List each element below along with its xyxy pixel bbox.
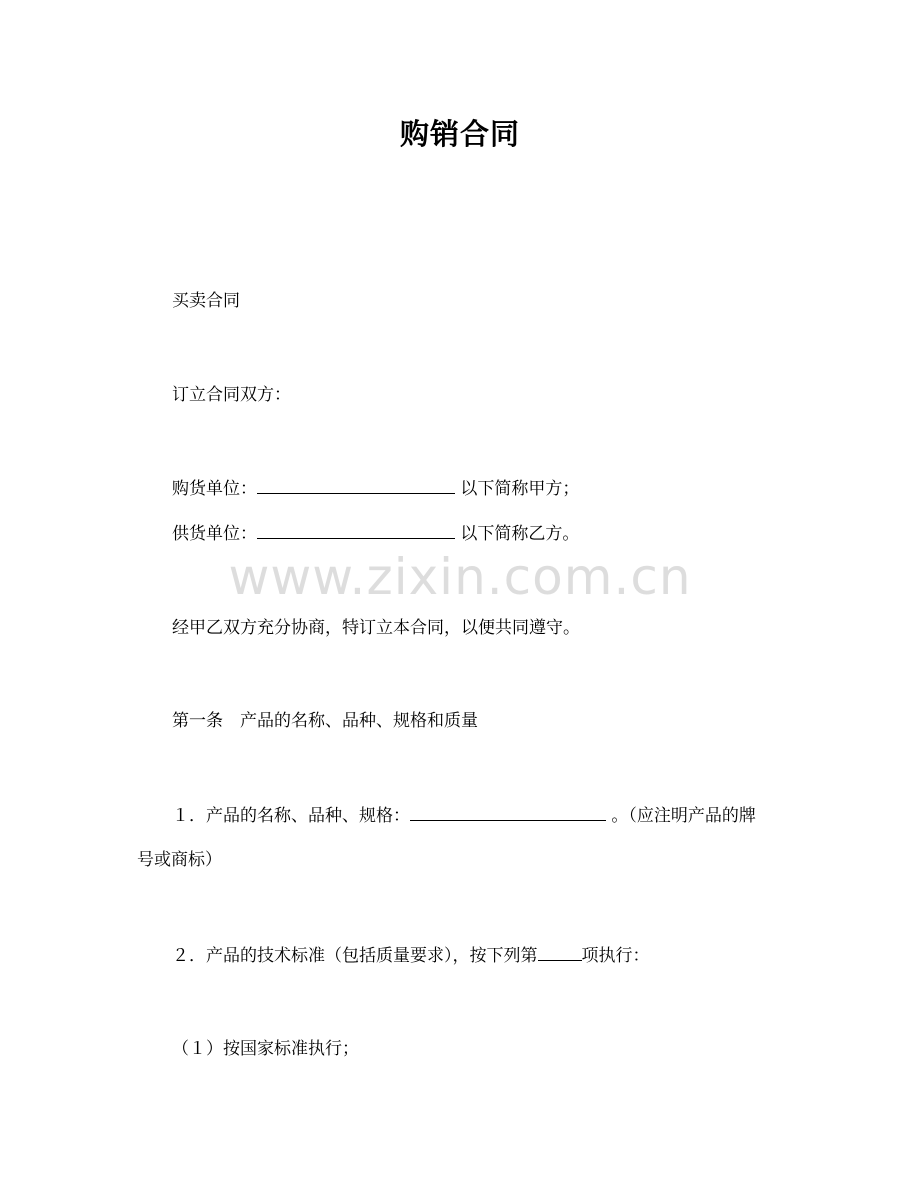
item-2-1: （１）按国家标准执行； — [172, 1039, 359, 1059]
item-2-suffix: 项执行： — [581, 946, 650, 966]
buyer-line — [172, 477, 579, 500]
seller-line — [172, 522, 579, 545]
item-1-suffix: 。（应注明产品的牌 — [611, 806, 756, 826]
buyer-suffix: 以下简称甲方； — [460, 479, 580, 499]
watermark: www.zixin.com.cn — [228, 548, 692, 606]
subtitle: 买卖合同 — [172, 291, 240, 311]
item-1-line — [172, 804, 756, 827]
parties-intro: 订立合同双方： — [172, 385, 291, 405]
seller-suffix: 以下简称乙方。 — [460, 524, 580, 544]
product-name-blank[interactable] — [410, 804, 606, 821]
item-2-prefix: ２．产品的技术标准（包括质量要求），按下列第 — [172, 946, 538, 966]
item-1-prefix: １．产品的名称、品种、规格： — [172, 806, 410, 826]
standard-option-blank[interactable] — [538, 944, 582, 961]
buyer-name-blank[interactable] — [257, 477, 455, 494]
document-title: 购销合同 — [399, 117, 520, 151]
buyer-label: 购货单位： — [172, 479, 257, 499]
item-2-line — [172, 944, 650, 967]
item-1-continuation: 号或商标） — [137, 850, 222, 870]
agreement-paragraph: 经甲乙双方充分协商，特订立本合同，以便共同遵守。 — [172, 618, 580, 638]
article-1-title: 第一条 产品的名称、品种、规格和质量 — [172, 711, 478, 731]
seller-name-blank[interactable] — [257, 522, 455, 539]
seller-label: 供货单位： — [172, 524, 257, 544]
